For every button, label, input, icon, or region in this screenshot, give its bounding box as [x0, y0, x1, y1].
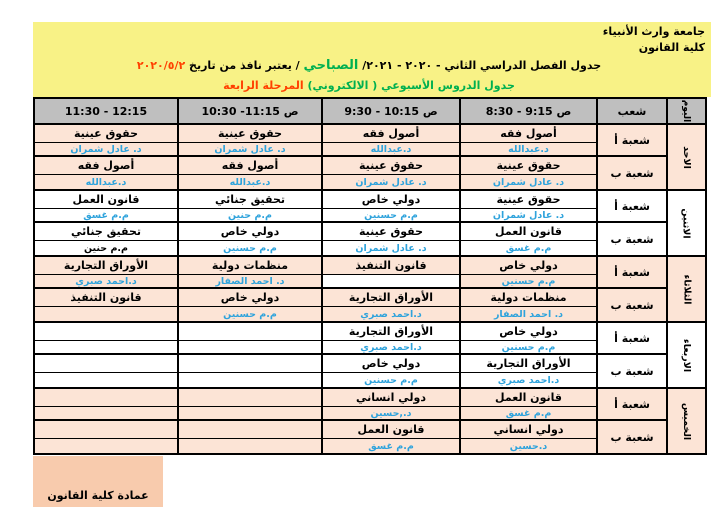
teacher-cell: [177, 275, 321, 289]
course-cell: [321, 355, 459, 373]
teacher-cell: [459, 341, 596, 355]
teacher-cell: [459, 275, 596, 289]
course-cell-text: أصول فقه: [221, 159, 279, 172]
day-label-text: الاربعاء: [681, 338, 692, 372]
teacher-cell: [321, 209, 459, 223]
course-cell: [35, 355, 177, 373]
course-cell: [35, 223, 177, 241]
teacher-cell: [459, 175, 596, 189]
section-label-text: شعبة أ: [614, 265, 650, 279]
timetable: [33, 97, 707, 455]
course-cell-text: قانون التنفيذ: [355, 259, 427, 272]
teacher-cell: [459, 241, 596, 255]
section-header: [596, 99, 666, 123]
teacher-cell-text: د.احمد صبري: [75, 275, 137, 287]
college-name: كلية القانون: [638, 41, 705, 54]
course-cell-text: أصول فقه: [77, 159, 135, 172]
section-label-text: شعبة أ: [614, 331, 650, 345]
course-cell-text: منظمات دولية: [211, 259, 289, 272]
day-label: [666, 389, 705, 453]
course-cell: [177, 323, 321, 341]
course-cell-text: أصول فقه: [362, 127, 420, 140]
course-cell: [177, 223, 321, 241]
section-label: [596, 389, 666, 421]
course-cell-text: الأوراق التجارية: [63, 259, 149, 272]
time-header-3-text: 11:30 - 12:15: [64, 104, 148, 118]
teacher-cell: [35, 373, 177, 387]
section-label: [596, 289, 666, 321]
teacher-cell: [459, 373, 596, 387]
teacher-cell-text: م.م حسنين: [501, 275, 556, 287]
teacher-cell-text: م.م غسق: [505, 407, 552, 419]
section-label: [596, 257, 666, 289]
teacher-cell-text: م.م حنين: [228, 209, 272, 221]
course-cell-text: دولي خاص: [499, 259, 558, 272]
course-cell-text: قانون التنفيذ: [70, 291, 142, 304]
course-cell: [321, 257, 459, 275]
course-cell: [177, 257, 321, 275]
day-label: [666, 323, 705, 387]
teacher-cell-text: د.,حسين: [370, 407, 412, 419]
course-cell: [459, 389, 596, 407]
course-cell-text: حقوق عينية: [73, 127, 139, 140]
section-label: [596, 157, 666, 189]
teacher-cell: [459, 407, 596, 421]
course-cell-text: دولي خاص: [361, 193, 421, 206]
teacher-cell: [35, 209, 177, 223]
course-cell: [35, 289, 177, 307]
time-header-2: [177, 99, 321, 123]
teacher-cell: [321, 307, 459, 321]
course-cell: [321, 191, 459, 209]
teacher-cell-text: م.م حسنين: [223, 308, 277, 320]
shift-name: الصباحي: [303, 58, 359, 73]
section-label-text: شعبة ب: [610, 364, 654, 378]
time-header-1-text: 9:30 - 10:15 ص: [344, 104, 438, 118]
day-header: [666, 99, 705, 123]
course-cell-text: الأوراق التجارية: [348, 291, 434, 304]
teacher-cell-text: د.عبدالله: [229, 176, 271, 188]
day-row-0: [35, 125, 705, 191]
teacher-cell-text: د.عبدالله: [508, 143, 549, 155]
teacher-cell-text: م.م غسق: [505, 242, 552, 254]
teacher-cell: [459, 307, 596, 321]
teacher-cell-text: د.حسين: [509, 440, 548, 452]
schedule-title: [33, 56, 705, 76]
day-label: [666, 125, 705, 189]
teacher-cell: [459, 209, 596, 223]
teacher-cell-text: د.عبدالله: [370, 143, 412, 155]
course-cell: [459, 223, 596, 241]
section-label-text: شعبة أ: [614, 199, 650, 213]
course-cell: [177, 125, 321, 143]
section-label: [596, 355, 666, 387]
teacher-cell: [321, 341, 459, 355]
section-label: [596, 323, 666, 355]
teacher-cell: [177, 241, 321, 255]
course-cell: [321, 421, 459, 439]
teacher-cell: [177, 373, 321, 387]
course-cell-text: أصول فقه: [500, 127, 557, 140]
course-cell-text: حقوق عينية: [358, 225, 424, 238]
teacher-cell: [321, 373, 459, 387]
time-header-0: [459, 99, 596, 123]
course-cell: [459, 157, 596, 175]
course-cell: [321, 223, 459, 241]
course-cell: [177, 157, 321, 175]
teacher-cell-text: د. عادل شمران: [214, 143, 286, 155]
teacher-cell: [177, 209, 321, 223]
day-label-text: الثلاثاء: [681, 274, 692, 304]
course-cell: [321, 289, 459, 307]
section-label: [596, 421, 666, 453]
teacher-cell-text: د. احمد الصفار: [493, 308, 564, 320]
day-header-text: اليوم: [681, 99, 692, 123]
course-cell: [177, 421, 321, 439]
stage-label: المرحلة الرابعة: [223, 79, 304, 92]
teacher-cell: [177, 175, 321, 189]
day-row-3: [35, 323, 705, 389]
day-label-text: الاثنين: [680, 207, 692, 239]
course-cell-text: الأوراق التجارية: [348, 325, 434, 338]
day-label: [666, 191, 705, 255]
course-cell: [321, 125, 459, 143]
course-cell-text: قانون العمل: [357, 423, 425, 436]
course-cell: [35, 421, 177, 439]
section-label-text: شعبة ب: [610, 298, 654, 312]
title-band: [33, 22, 711, 97]
course-cell-text: دولي خاص: [499, 325, 558, 338]
teacher-cell: [177, 143, 321, 157]
day-label: [666, 257, 705, 321]
teacher-cell: [321, 175, 459, 189]
course-cell: [177, 389, 321, 407]
day-row-1: [35, 191, 705, 257]
teacher-cell-text: د. عادل شمران: [355, 242, 427, 254]
teacher-cell: [35, 175, 177, 189]
section-label-text: شعبة ب: [610, 166, 654, 180]
course-cell-text: منظمات دولية: [490, 291, 567, 304]
teacher-cell-text: م.م حسنين: [364, 374, 418, 386]
course-cell-text: دولي انساني: [493, 423, 564, 436]
course-cell-text: حقوق عينية: [217, 127, 283, 140]
title-part2: / يعتبر نافذ من تاريخ: [185, 59, 304, 72]
teacher-cell: [35, 407, 177, 421]
university-name: جامعة وارث الأنبياء: [602, 25, 705, 38]
day-label-text: الاحد: [680, 145, 692, 169]
schedule-subtitle: [33, 76, 705, 96]
course-cell: [177, 355, 321, 373]
section-label-text: شعبة أ: [614, 133, 650, 147]
course-cell: [35, 389, 177, 407]
teacher-cell: [459, 143, 596, 157]
teacher-cell: [321, 241, 459, 255]
teacher-cell-text: د.احمد صبري: [360, 341, 422, 353]
time-header-3: [35, 99, 177, 123]
teacher-cell-text: د.عبدالله: [85, 176, 127, 188]
course-cell-text: تحقيق جنائي: [214, 193, 286, 206]
course-cell-text: حقوق عينية: [496, 159, 561, 172]
teacher-cell-text: د. احمد الصفار: [215, 275, 285, 287]
course-cell-text: دولي خاص: [361, 357, 421, 370]
teacher-cell: [35, 439, 177, 453]
teacher-cell: [35, 241, 177, 255]
course-cell: [321, 389, 459, 407]
course-cell-text: الأوراق التجارية: [486, 357, 571, 370]
course-cell-text: دولي خاص: [220, 291, 280, 304]
course-cell: [459, 323, 596, 341]
section-label-text: شعبة أ: [614, 397, 650, 411]
course-cell-text: قانون العمل: [495, 225, 562, 238]
effective-date: ٢٠٢٠/٥/٢: [136, 59, 186, 72]
course-cell: [35, 125, 177, 143]
course-cell: [35, 323, 177, 341]
dean-label: عمادة كلية القانون: [47, 489, 149, 502]
course-cell-text: قانون العمل: [495, 391, 562, 404]
course-cell: [459, 191, 596, 209]
teacher-cell-text: م.م غسق: [83, 209, 129, 221]
course-cell: [35, 191, 177, 209]
teacher-cell: [35, 341, 177, 355]
teacher-cell-text: م.م حسنين: [364, 209, 418, 221]
section-label: [596, 223, 666, 255]
teacher-cell: [321, 143, 459, 157]
teacher-cell: [35, 143, 177, 157]
teacher-cell-text: د. عادل شمران: [492, 176, 565, 188]
teacher-cell: [35, 307, 177, 321]
course-cell: [321, 157, 459, 175]
course-cell-text: حقوق عينية: [496, 193, 561, 206]
teacher-cell-text: د. عادل شمران: [355, 176, 427, 188]
course-cell-text: دولي انساني: [355, 391, 427, 404]
course-cell-text: قانون العمل: [72, 193, 140, 206]
title-part1: جدول الفصل الدراسي الثاني - ٢٠٢٠ - ٢٠٢١/: [358, 59, 602, 72]
day-label-text: الخميس: [681, 402, 693, 440]
subtitle-part1: جدول الدروس الأسبوعي ( الالكتروني): [303, 79, 515, 92]
course-cell: [459, 257, 596, 275]
teacher-cell: [459, 439, 596, 453]
course-cell-text: حقوق عينية: [358, 159, 424, 172]
time-header-2-text: 10:30 -11:15 ص: [201, 104, 299, 118]
teacher-cell: [177, 307, 321, 321]
course-cell: [177, 289, 321, 307]
teacher-cell-text: د. عادل شمران: [70, 143, 142, 155]
course-cell: [459, 421, 596, 439]
section-label-text: شعبة ب: [610, 232, 654, 246]
course-cell-text: دولي خاص: [220, 225, 280, 238]
time-header-0-text: 8:30 - 9:15 ص: [485, 104, 572, 118]
teacher-cell-text: د. عادل شمران: [492, 209, 565, 221]
section-header-text: شعب: [617, 104, 647, 118]
day-row-4: [35, 389, 705, 453]
teacher-cell: [321, 407, 459, 421]
section-label-text: شعبة ب: [610, 430, 654, 444]
course-cell: [459, 355, 596, 373]
course-cell: [459, 289, 596, 307]
course-cell-text: تحقيق جنائي: [70, 225, 142, 238]
table-header-row: [35, 99, 705, 125]
teacher-cell-text: م.م حسنين: [501, 341, 556, 353]
teacher-cell: [177, 439, 321, 453]
course-cell: [177, 191, 321, 209]
section-label: [596, 125, 666, 157]
teacher-cell-text: م.م غسق: [368, 440, 414, 452]
teacher-cell-text: د.احمد صبري: [497, 374, 560, 386]
course-cell: [321, 323, 459, 341]
day-row-2: [35, 257, 705, 323]
course-cell: [459, 125, 596, 143]
section-label: [596, 191, 666, 223]
dean-stamp: [33, 456, 163, 507]
teacher-cell: [177, 407, 321, 421]
course-cell: [35, 257, 177, 275]
teacher-cell-text: د.احمد صبري: [360, 308, 422, 320]
teacher-cell-text: م.م حنين: [84, 242, 128, 254]
time-header-1: [321, 99, 459, 123]
course-cell: [35, 157, 177, 175]
teacher-cell: [321, 439, 459, 453]
teacher-cell-text: م.م حسنين: [223, 242, 277, 254]
teacher-cell: [35, 275, 177, 289]
teacher-cell: [321, 275, 459, 289]
teacher-cell: [177, 341, 321, 355]
